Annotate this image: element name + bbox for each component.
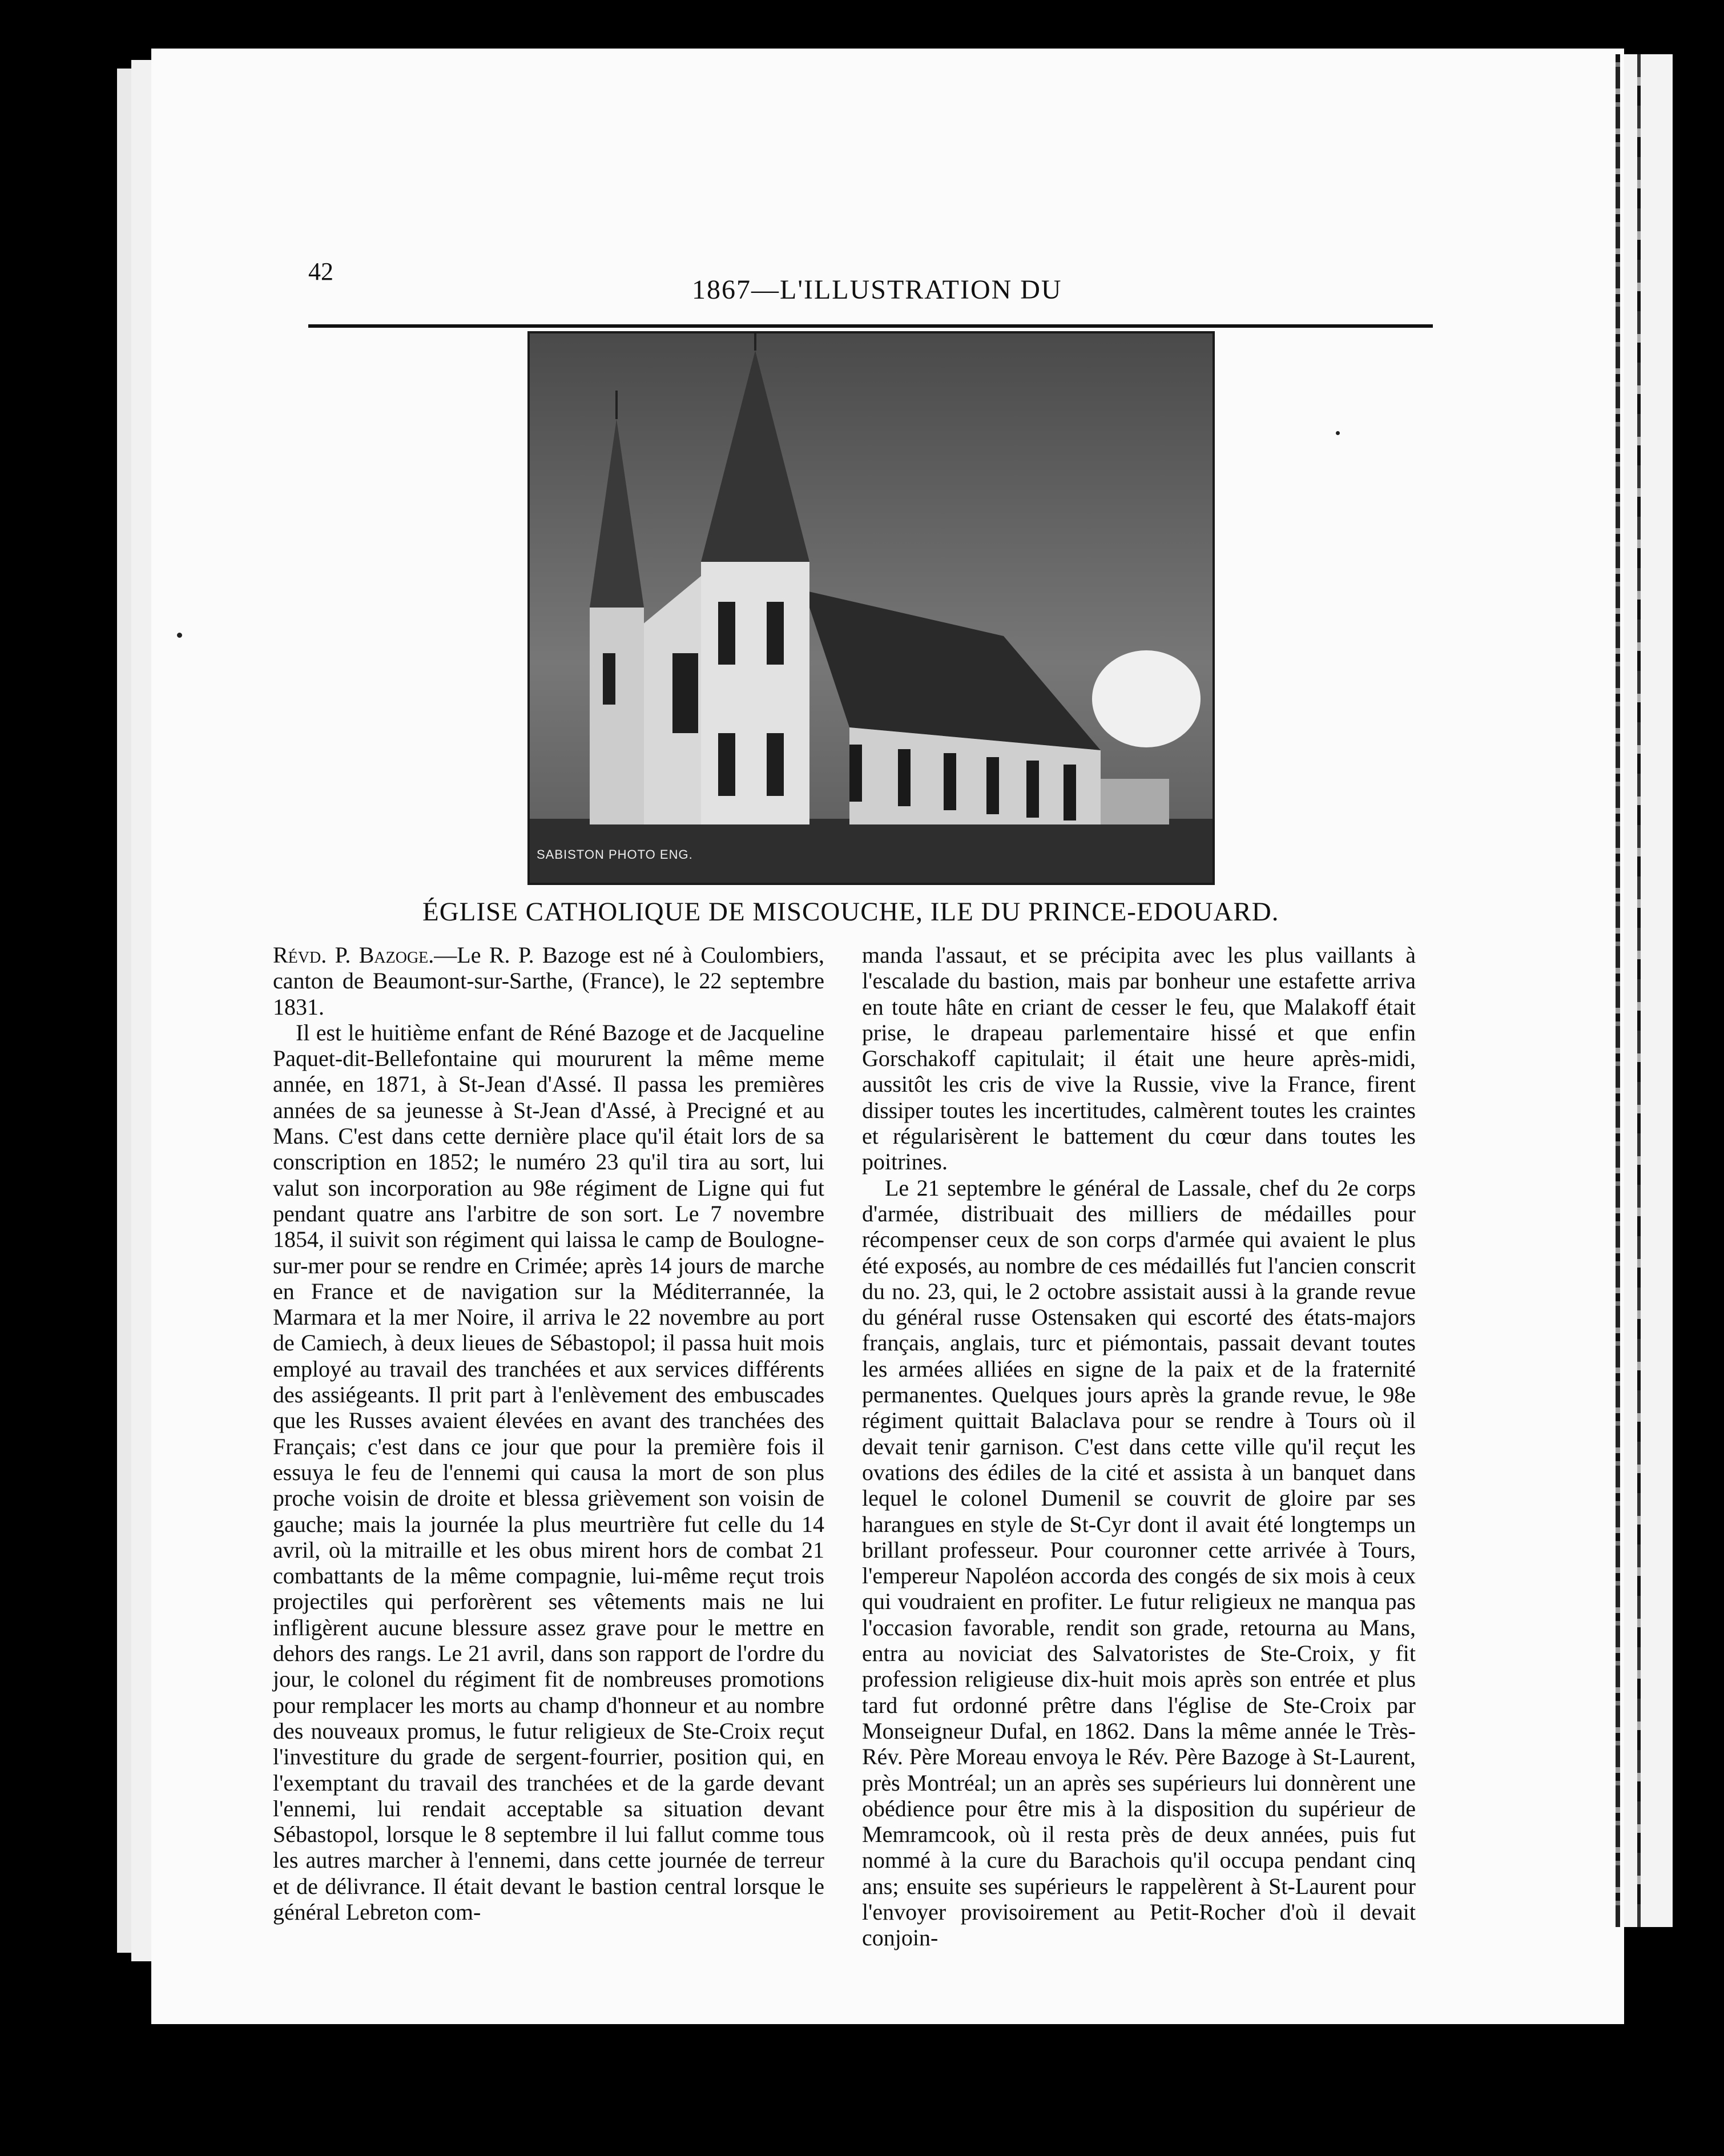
- church-illustration: [530, 333, 1213, 883]
- page-number: 42: [308, 258, 333, 285]
- page-edge-shadow: [1637, 54, 1641, 1927]
- ink-speck: [1336, 431, 1340, 435]
- article-left-column: [273, 942, 824, 1925]
- article-right-column: [862, 942, 1416, 1951]
- photo-caption: ÉGLISE CATHOLIQUE DE MISCOUCHE, ILE DU PRINCE-EDOUARD.: [422, 897, 1279, 927]
- running-title: 1867—L'ILLUSTRATION DU: [692, 275, 1062, 305]
- ink-speck: [177, 633, 182, 638]
- header-rule: [308, 324, 1433, 328]
- article-paragraph: Il est le huitième enfant de Réné Bazoge et de Jacqueline Paquet-dit-Bellefontaine qui moururent la même meme année, en 1871, à St-Jean d'Assé. Il passa les premières années de sa jeunesse à St-Jean d'Assé, à Precigné et au Mans. C'est dans cette dernière place qu'il était lors de sa conscription en 1852; le numéro 23 qu'il tira au sort, lui valut son incorporation au 98e régiment de Ligne qui fut pendant quatre ans l'arbitre de son sort. Le 7 novembre 1854, il suivit son régiment qui laissa le camp de Boulogne-sur-mer pour se rendre en Crimée; après 14 jours de marche en France et de navigation sur la Méditerrannée, la Marmara et la mer Noire, il arriva le 22 novembre au port de Camiech, à deux lieues de Sébastopol; il passa huit mois employé au travail des tranchées et aux services différents des assiégeants. Il prit part à l'enlèvement des embuscades que les Russes avaient élevées en avant des tranchées des Français; c'est dans ce jour que pour la première fois il essuya le feu de l'ennemi qui causa la mort de son plus proche voisin de droite et blessa grièvement son voisin de gauche; mais la journée la plus meurtrière fut celle du 14 avril, où la mitraille et les obus mirent hors de combat 21 combattants de la même compagnie, lui-même reçut trois projectiles qui perforèrent ses vêtements mais ne lui infligèrent aucune blessure assez grave pour le mettre en dehors des rangs. Le 21 avril, dans son rapport de l'ordre du jour, le colonel du régiment fit de nombreuses promotions pour remplacer les morts au champ d'honneur et au nombre des nouveaux promus, le futur religieux de Ste-Croix reçut l'investiture du grade de sergent-fourrier, position qui, en l'exemptant du travail des tranchées et de la garde devant l'ennemi, lui rendait acceptable sa situation devant Sébastopol, lorsque le 8 septembre il lui fallut comme tous les autres marcher à l'ennemi, dans cette journée de terreur et de délivrance. Il était devant le bastion central lorsque le général Lebreton com-: [273, 1019, 824, 1925]
- article-text: —Le R. P. Bazoge est né à Coulombiers, canton de Beaumont-sur-Sarthe, (France), le 22 septembre 1831.: [273, 942, 824, 1020]
- article-paragraph: Le 21 septembre le général de Lassale, chef du 2e corps d'armée, distribuait des milliers de médailles pour récompenser ceux de son corps d'armée qui avaient le plus été exposés, au nombre de ces médaillés fut l'ancien conscrit du no. 23, qui, le 2 octobre assistait aussi à la grande revue du général russe Ostensaken qui escorté des états-majors français, anglais, turc et piémontais, passait devant toutes les armées alliées en signe de la paix et de la fraternité permanentes. Quelques jours après la grande revue, le 98e régiment quittait Balaclava pour se rendre à Tours où il devait tenir garnison. C'est dans cette ville qu'il reçut les ovations des édiles de la cité et assista à un banquet dans lequel le colonel Dumenil se couvrit de gloire par ses harangues en style de St-Cyr dont il avait été longtemps un brillant professeur. Pour couronner cette arrivée à Tours, l'empereur Napoléon accorda des congés de six mois à ceux qui voudraient en profiter. Le futur religieux ne manqua pas l'occasion favorable, rendit son grade, retourna au Mans, entra au noviciat des Salvatoristes de Ste-Croix, y fit profession religieuse dix-huit mois après son entrée et plus tard fut ordonné prêtre dans l'église de Ste-Croix par Monseigneur Dufal, en 1862. Dans la même année le Très-Rév. Père Moreau envoya le Rév. Père Bazoge à St-Laurent, près Montréal; un an après ses supérieurs lui donnèrent une obédience pour être mis à la disposition du supérieur de Memramcook, où il resta près de deux années, puis fut nommé à la cure du Barachois qu'il occupa pendant cinq ans; ensuite ses supérieurs le rappelèrent à St-Laurent pour l'envoyer provisoirement au Petit-Rocher d'où il devait conjoin-: [862, 1174, 1416, 1951]
- page-header: [308, 257, 1450, 303]
- article-paragraph: manda l'assaut, et se précipita avec les plus vaillants à l'escalade du bastion, mais par bonheur une estafette arriva en toute hâte en criant de cesser le feu, que Malakoff était prise, le drapeau parlementaire hissé et que enfin Gorschakoff capitulait; il était une heure après-midi, aussitôt les cris de vive la Russie, vive la France, firent dissiper toutes les incertitudes, calmèrent toutes les craintes et régularisèrent le battement du cœur dans toutes les poitrines.: [862, 942, 1416, 1175]
- photo-credit: SABISTON PHOTO ENG.: [537, 847, 693, 862]
- page-edge-shadow: [1616, 54, 1620, 1927]
- church-photograph: [527, 331, 1215, 885]
- article-lead-name: Révd. P. Bazoge.: [273, 942, 434, 968]
- article-paragraph: [273, 942, 824, 1020]
